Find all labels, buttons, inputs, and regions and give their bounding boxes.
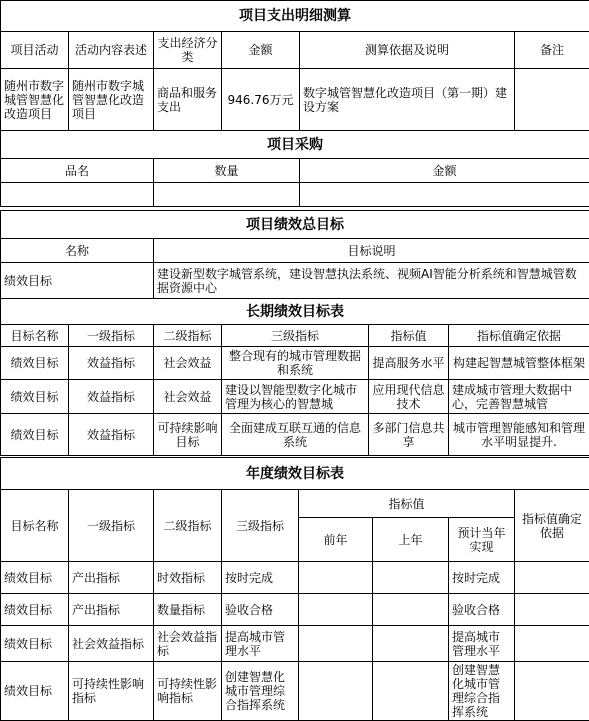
header-cell[interactable]: 三级指标: [222, 325, 369, 347]
header-cell[interactable]: 前年: [299, 518, 373, 562]
table-cell[interactable]: 多部门信息共享: [369, 414, 449, 456]
table-cell[interactable]: 数量指标: [154, 594, 222, 626]
table-cell[interactable]: 社会效益: [154, 380, 222, 414]
table-cell[interactable]: 时效指标: [154, 562, 222, 594]
cell-category[interactable]: 商品和服务支出: [154, 69, 222, 131]
header-cell[interactable]: 测算依据及说明: [300, 32, 515, 69]
table-cell[interactable]: 构建起智慧城管整体框架: [449, 347, 589, 380]
header-cell[interactable]: 金额: [300, 159, 589, 183]
table-cell[interactable]: [299, 662, 373, 721]
header-cell[interactable]: 指标值: [299, 490, 515, 518]
table-cell[interactable]: 产出指标: [69, 594, 154, 626]
table-cell[interactable]: 建成城市管理大数据中心，完善智慧城管: [449, 380, 589, 414]
header-cell[interactable]: 二级指标: [154, 490, 222, 562]
header-cell[interactable]: 金额: [222, 32, 300, 69]
section-title-annual: 年度绩效目标表: [1, 458, 589, 490]
header-cell[interactable]: 指标值: [369, 325, 449, 347]
table-cell[interactable]: [373, 562, 449, 594]
table-cell[interactable]: 城市管理智能感知和管理水平明显提升.: [449, 414, 589, 456]
table-cell[interactable]: 可持续性影响指标: [154, 662, 222, 721]
table-cell[interactable]: 绩效目标: [1, 626, 69, 662]
table-cell[interactable]: 整合现有的城市管理数据和系统: [222, 347, 369, 380]
table-cell[interactable]: [373, 594, 449, 626]
cell-empty[interactable]: [300, 183, 589, 207]
annual-target-table: [0, 457, 589, 721]
header-cell[interactable]: 备注: [515, 32, 589, 69]
table-cell[interactable]: 建设以智能型数字化城市管理为核心的智慧城: [222, 380, 369, 414]
cell-description[interactable]: 随州市数字城管智慧化改造项目: [69, 69, 154, 131]
section-title-overall: 项目绩效总目标: [1, 211, 589, 239]
table-cell[interactable]: 社会效益指标: [154, 626, 222, 662]
table-cell[interactable]: 提高城市管理水平: [222, 626, 299, 662]
cell-amount[interactable]: 946.76万元: [222, 69, 300, 131]
cell-target-desc[interactable]: 建设新型数字城管系统，建设智慧执法系统、视频AI智能分析系统和智慧城管数据资源中心: [154, 263, 589, 299]
header-cell[interactable]: 一级指标: [69, 325, 154, 347]
header-cell[interactable]: 指标值确定依据: [515, 490, 589, 562]
table-cell[interactable]: [299, 626, 373, 662]
table-cell[interactable]: 创建智慧化城市管理综合指挥系统: [449, 662, 515, 721]
table-cell[interactable]: 绩效目标: [1, 662, 69, 721]
section-title-procurement: 项目采购: [1, 131, 589, 159]
header-cell[interactable]: 项目活动: [1, 32, 69, 69]
overall-target-table: [0, 210, 589, 299]
header-cell[interactable]: 预计当年实现: [449, 518, 515, 562]
cell-empty[interactable]: [1, 183, 154, 207]
header-cell[interactable]: 目标名称: [1, 490, 69, 562]
table-cell[interactable]: 按时完成: [222, 562, 299, 594]
header-cell[interactable]: 名称: [1, 239, 154, 263]
cell-basis[interactable]: 数字城管智慧化改造项目（第一期）建设方案: [300, 69, 515, 131]
table-cell[interactable]: 验收合格: [222, 594, 299, 626]
table-cell[interactable]: 效益指标: [69, 414, 154, 456]
cell-activity[interactable]: 随州市数字城管智慧化改造项目: [1, 69, 69, 131]
header-cell[interactable]: 数量: [154, 159, 300, 183]
table-cell[interactable]: [515, 662, 589, 721]
table-cell[interactable]: [515, 594, 589, 626]
section-title-longterm: 长期绩效目标表: [1, 299, 589, 325]
table-cell[interactable]: 应用现代信息技术: [369, 380, 449, 414]
table-cell[interactable]: 绩效目标: [1, 380, 69, 414]
table-cell[interactable]: 可持续性影响指标: [69, 662, 154, 721]
table-cell[interactable]: 效益指标: [69, 347, 154, 380]
header-cell[interactable]: 三级指标: [222, 490, 299, 562]
header-cell[interactable]: 二级指标: [154, 325, 222, 347]
header-cell[interactable]: 指标值确定依据: [449, 325, 589, 347]
table-cell[interactable]: 可持续影响目标: [154, 414, 222, 456]
table-cell[interactable]: 按时完成: [449, 562, 515, 594]
table-cell[interactable]: [299, 594, 373, 626]
table-cell[interactable]: [515, 626, 589, 662]
table-cell[interactable]: 验收合格: [449, 594, 515, 626]
longterm-target-table: [0, 298, 589, 456]
table-cell[interactable]: 提高服务水平: [369, 347, 449, 380]
table-cell[interactable]: 提高城市管理水平: [449, 626, 515, 662]
table-cell[interactable]: 绩效目标: [1, 347, 69, 380]
table-cell[interactable]: 绩效目标: [1, 594, 69, 626]
table-cell[interactable]: [515, 562, 589, 594]
header-cell[interactable]: 支出经济分类: [154, 32, 222, 69]
header-cell[interactable]: 一级指标: [69, 490, 154, 562]
section-title-expense: 项目支出明细测算: [1, 1, 589, 32]
table-cell[interactable]: 社会效益指标: [69, 626, 154, 662]
header-cell[interactable]: 活动内容表述: [69, 32, 154, 69]
table-cell[interactable]: 绩效目标: [1, 414, 69, 456]
header-cell[interactable]: 目标说明: [154, 239, 589, 263]
table-cell[interactable]: [373, 662, 449, 721]
table-cell[interactable]: 效益指标: [69, 380, 154, 414]
table-cell[interactable]: 全面建成互联互通的信息系统: [222, 414, 369, 456]
procurement-table: [0, 130, 589, 207]
table-cell[interactable]: 产出指标: [69, 562, 154, 594]
table-cell[interactable]: 绩效目标: [1, 562, 69, 594]
table-cell[interactable]: 创建智慧化城市管理综合指挥系统: [222, 662, 299, 721]
cell-name[interactable]: 绩效目标: [1, 263, 154, 299]
header-cell[interactable]: 上年: [373, 518, 449, 562]
expense-detail-table: [0, 0, 589, 131]
table-cell[interactable]: [373, 626, 449, 662]
cell-remark[interactable]: [515, 69, 589, 131]
header-cell[interactable]: 品名: [1, 159, 154, 183]
table-cell[interactable]: 社会效益: [154, 347, 222, 380]
cell-empty[interactable]: [154, 183, 300, 207]
table-cell[interactable]: [299, 562, 373, 594]
header-cell[interactable]: 目标名称: [1, 325, 69, 347]
